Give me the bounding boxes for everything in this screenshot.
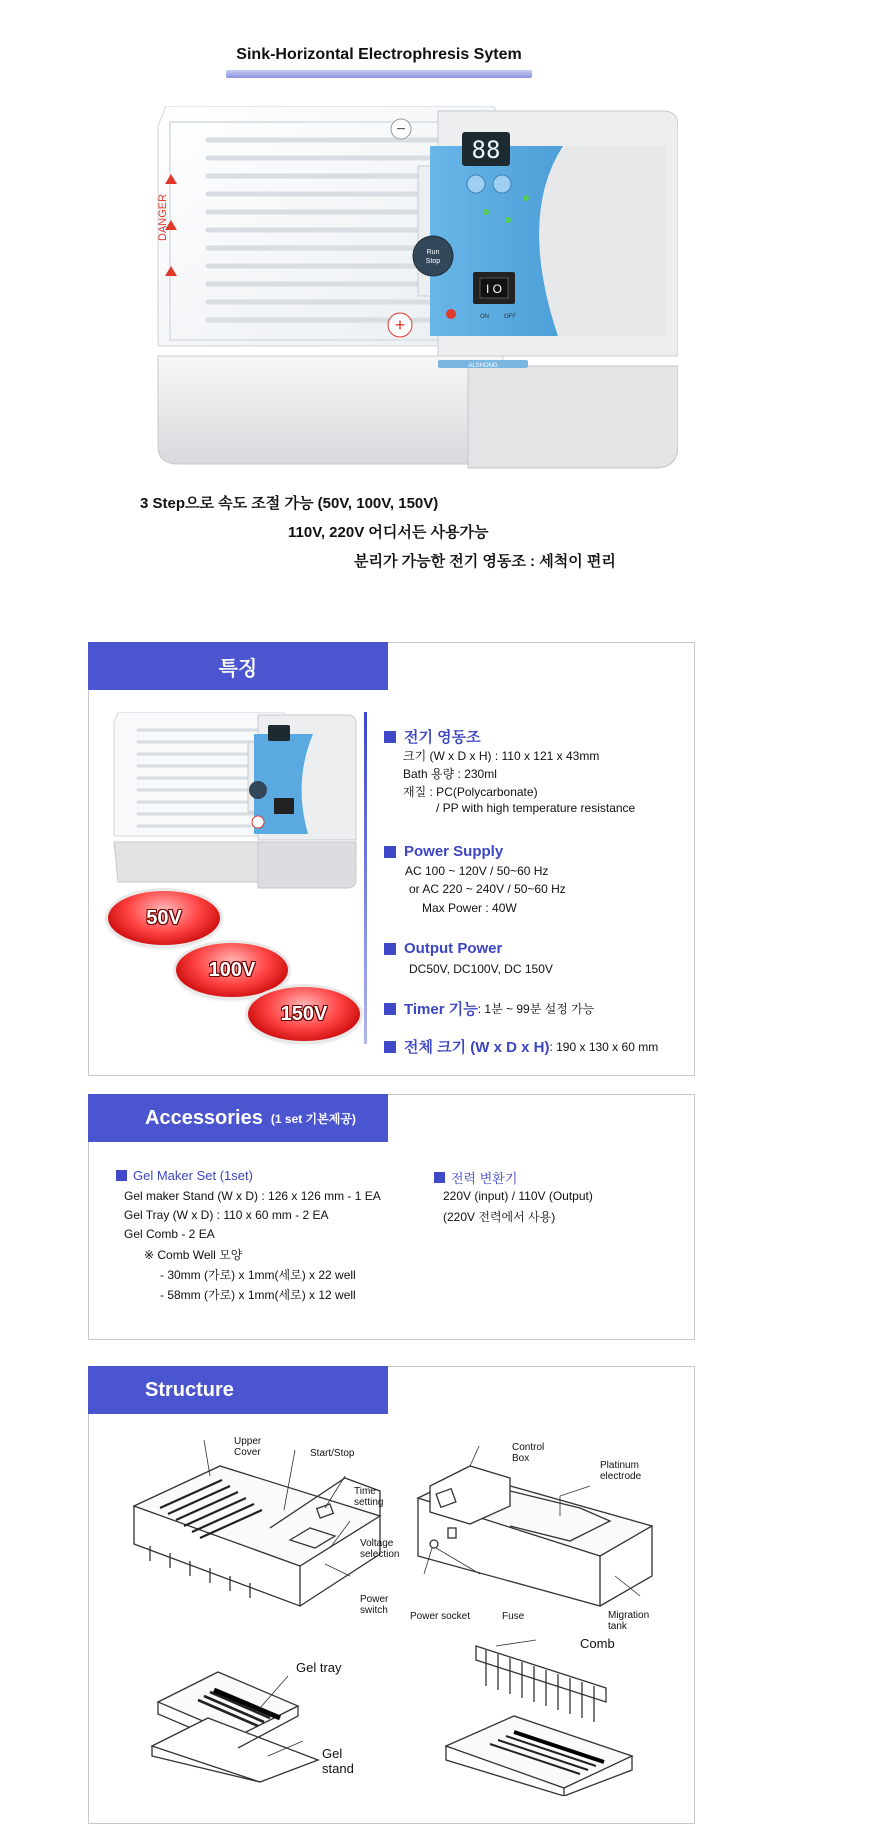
accessory-text: Gel Comb - 2 EA <box>124 1227 215 1241</box>
feature-heading-tank: 전기 영동조 <box>384 726 481 747</box>
voltage-badge-150v: 150V <box>248 987 360 1041</box>
feature-text: DC50V, DC100V, DC 150V <box>409 962 553 976</box>
svg-text:ON: ON <box>480 314 489 320</box>
title-underline <box>226 70 532 78</box>
svg-text:88: 88 <box>471 136 501 164</box>
feature-text: 크기 (W x D x H) : 110 x 121 x 43mm <box>403 749 600 763</box>
features-divider <box>364 712 367 1044</box>
intro-voltage-compat: 110V, 220V 어디서든 사용가능 <box>288 524 489 541</box>
svg-text:Run: Run <box>426 249 440 256</box>
feature-text: / PP with high temperature resistance <box>436 801 636 815</box>
bullet-square-icon <box>384 1041 396 1053</box>
label-fuse: Fuse <box>502 1611 525 1622</box>
accessory-text: 220V (input) / 110V (Output) <box>443 1189 593 1203</box>
feature-text: 재질 : PC(Polycarbonate) <box>403 785 538 799</box>
label-power-switch: Power switch <box>360 1594 389 1616</box>
label-time-setting: Time setting <box>354 1486 384 1508</box>
svg-text:+: + <box>394 315 406 335</box>
feature-heading-output-power: Output Power <box>384 940 502 957</box>
feature-heading-timer: Timer 기능 : 1분 ~ 99분 설정 가능 <box>384 998 594 1019</box>
accessory-text: Gel Tray (W x D) : 110 x 60 mm - 2 EA <box>124 1208 329 1222</box>
label-comb: Comb <box>580 1636 615 1651</box>
label-voltage-selection: Voltage selection <box>360 1538 400 1560</box>
feature-text: Bath 용량 : 230ml <box>403 767 497 781</box>
label-control-box: Control Box <box>512 1442 545 1464</box>
feature-heading-power-supply: Power Supply <box>384 843 503 860</box>
bullet-square-icon <box>384 846 396 858</box>
bullet-square-icon <box>116 1170 127 1181</box>
svg-text:I O: I O <box>485 282 503 296</box>
bullet-square-icon <box>434 1172 445 1183</box>
svg-text:−: − <box>396 121 406 138</box>
accessory-heading-gel-maker: Gel Maker Set (1set) <box>116 1168 253 1183</box>
label-power-socket: Power socket <box>410 1611 471 1622</box>
voltage-badge-100v: 100V <box>176 943 288 997</box>
label-gel-stand: Gel stand <box>322 1746 354 1776</box>
bullet-square-icon <box>384 943 396 955</box>
device-thumbnail <box>108 712 358 890</box>
label-platinum-electrode: Platinum electrode <box>600 1460 642 1482</box>
accessory-text: - 30mm (가로) x 1mm(세로) x 22 well <box>160 1268 356 1282</box>
label-migration-tank: Migration tank <box>608 1610 650 1632</box>
accessories-tab: Accessories (1 set 기본제공) <box>88 1094 388 1142</box>
svg-text:Stop: Stop <box>425 258 441 265</box>
features-tab: 특징 <box>88 642 388 690</box>
accessory-text: Gel maker Stand (W x D) : 126 x 126 mm - 1 EA <box>124 1189 381 1203</box>
accessory-text: (220V 전력에서 사용) <box>443 1210 556 1224</box>
diagram-comb <box>436 1636 646 1796</box>
label-start-stop: Start/Stop <box>310 1448 355 1459</box>
bullet-square-icon <box>384 1003 396 1015</box>
voltage-badge-50v: 50V <box>108 891 220 945</box>
feature-text: Max Power : 40W <box>422 901 517 915</box>
accessory-heading-power-converter: 전력 변환기 <box>434 1168 517 1187</box>
accessory-text: ※ Comb Well 모양 <box>144 1248 243 1262</box>
feature-heading-overall-size: 전체 크기 (W x D x H) : 190 x 130 x 60 mm <box>384 1036 658 1057</box>
feature-text: or AC 220 ~ 240V / 50~60 Hz <box>409 882 566 896</box>
feature-text: AC 100 ~ 120V / 50~60 Hz <box>405 864 549 878</box>
structure-tab: Structure <box>88 1366 388 1414</box>
svg-text:OFF: OFF <box>504 314 516 320</box>
intro-detachable-tank: 분리가 가능한 전기 영동조 : 세척이 편리 <box>354 553 616 570</box>
bullet-square-icon <box>384 731 396 743</box>
intro-speed-control: 3 Step으로 속도 조절 가능 (50V, 100V, 150V) <box>140 495 439 512</box>
svg-text:ALSHONG: ALSHONG <box>468 363 498 369</box>
danger-label-left: DANGER <box>157 193 169 241</box>
label-upper-cover: Upper Cover <box>234 1436 262 1458</box>
device-hero-image <box>138 106 678 476</box>
label-gel-tray: Gel tray <box>296 1660 342 1675</box>
page-title: Sink-Horizontal Electrophresis Sytem <box>236 46 522 63</box>
accessory-text: - 58mm (가로) x 1mm(세로) x 12 well <box>160 1288 356 1302</box>
diagram-gel-tray-stand <box>148 1656 348 1786</box>
